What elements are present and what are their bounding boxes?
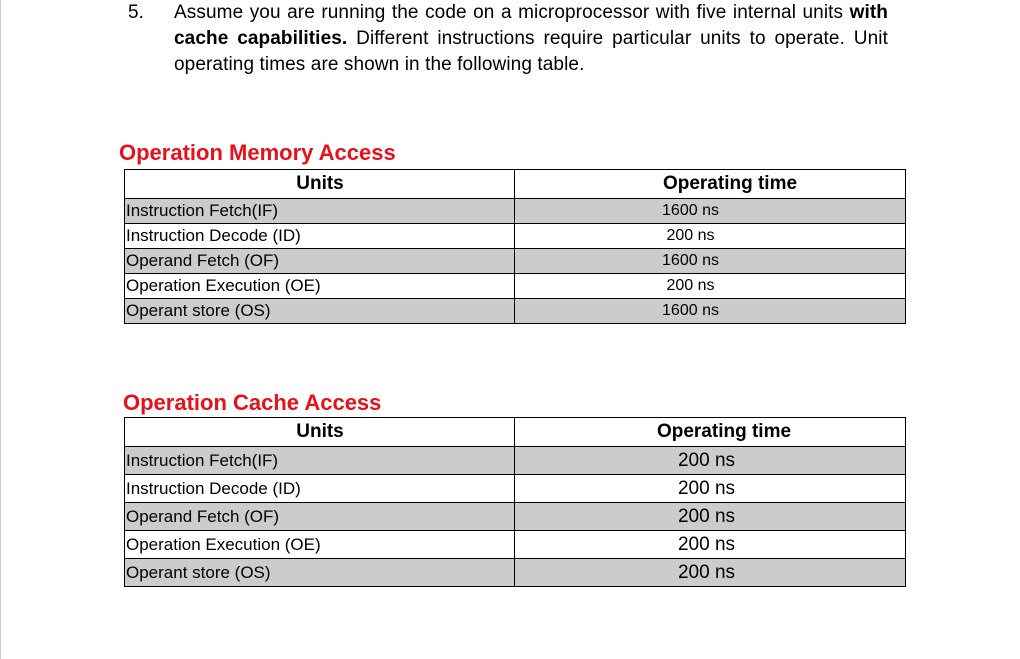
unit-cell: Operand Fetch (OF) (125, 249, 515, 274)
time-cell: 200 ns (515, 559, 906, 587)
unit-cell: Operant store (OS) (125, 299, 515, 324)
time-cell: 1600 ns (515, 299, 906, 324)
operating-time-header: Operating time (515, 170, 906, 199)
question-number: 5. (128, 2, 144, 23)
time-cell: 1600 ns (515, 249, 906, 274)
cache-access-table (124, 417, 906, 587)
question-text (174, 0, 888, 78)
memory-access-table (124, 169, 906, 324)
question-text-part-2: Different instructions require particular units to operate. Unit operating times are shown in the following table. (174, 28, 888, 75)
table-row (125, 475, 906, 503)
table-row (125, 224, 906, 249)
table-header-row (125, 170, 906, 199)
unit-cell: Instruction Decode (ID) (125, 224, 515, 249)
table-row (125, 199, 906, 224)
memory-access-title: Operation Memory Access (119, 140, 396, 165)
unit-cell: Operation Execution (OE) (125, 531, 515, 559)
time-cell: 200 ns (515, 224, 906, 249)
time-cell: 200 ns (515, 447, 906, 475)
table-row (125, 559, 906, 587)
question-5 (128, 0, 888, 78)
time-cell: 200 ns (515, 475, 906, 503)
table-row (125, 249, 906, 274)
table-row (125, 447, 906, 475)
units-header: Units (125, 170, 515, 199)
table-header-row (125, 418, 906, 447)
time-cell: 200 ns (515, 531, 906, 559)
question-text-part-1: Assume you are running the code on a microprocessor with five internal units (174, 2, 850, 23)
question-text-bold: with cache capabilities. (174, 2, 888, 49)
cache-access-title: Operation Cache Access (123, 390, 382, 415)
unit-cell: Operand Fetch (OF) (125, 503, 515, 531)
time-cell: 200 ns (515, 503, 906, 531)
time-cell: 1600 ns (515, 199, 906, 224)
table-row (125, 531, 906, 559)
table-row (125, 503, 906, 531)
table-row (125, 299, 906, 324)
unit-cell: Instruction Fetch(IF) (125, 199, 515, 224)
operating-time-header: Operating time (515, 418, 906, 447)
page-edge (0, 0, 1, 659)
unit-cell: Instruction Decode (ID) (125, 475, 515, 503)
time-cell: 200 ns (515, 274, 906, 299)
units-header: Units (125, 418, 515, 447)
unit-cell: Instruction Fetch(IF) (125, 447, 515, 475)
table-row (125, 274, 906, 299)
unit-cell: Operant store (OS) (125, 559, 515, 587)
unit-cell: Operation Execution (OE) (125, 274, 515, 299)
